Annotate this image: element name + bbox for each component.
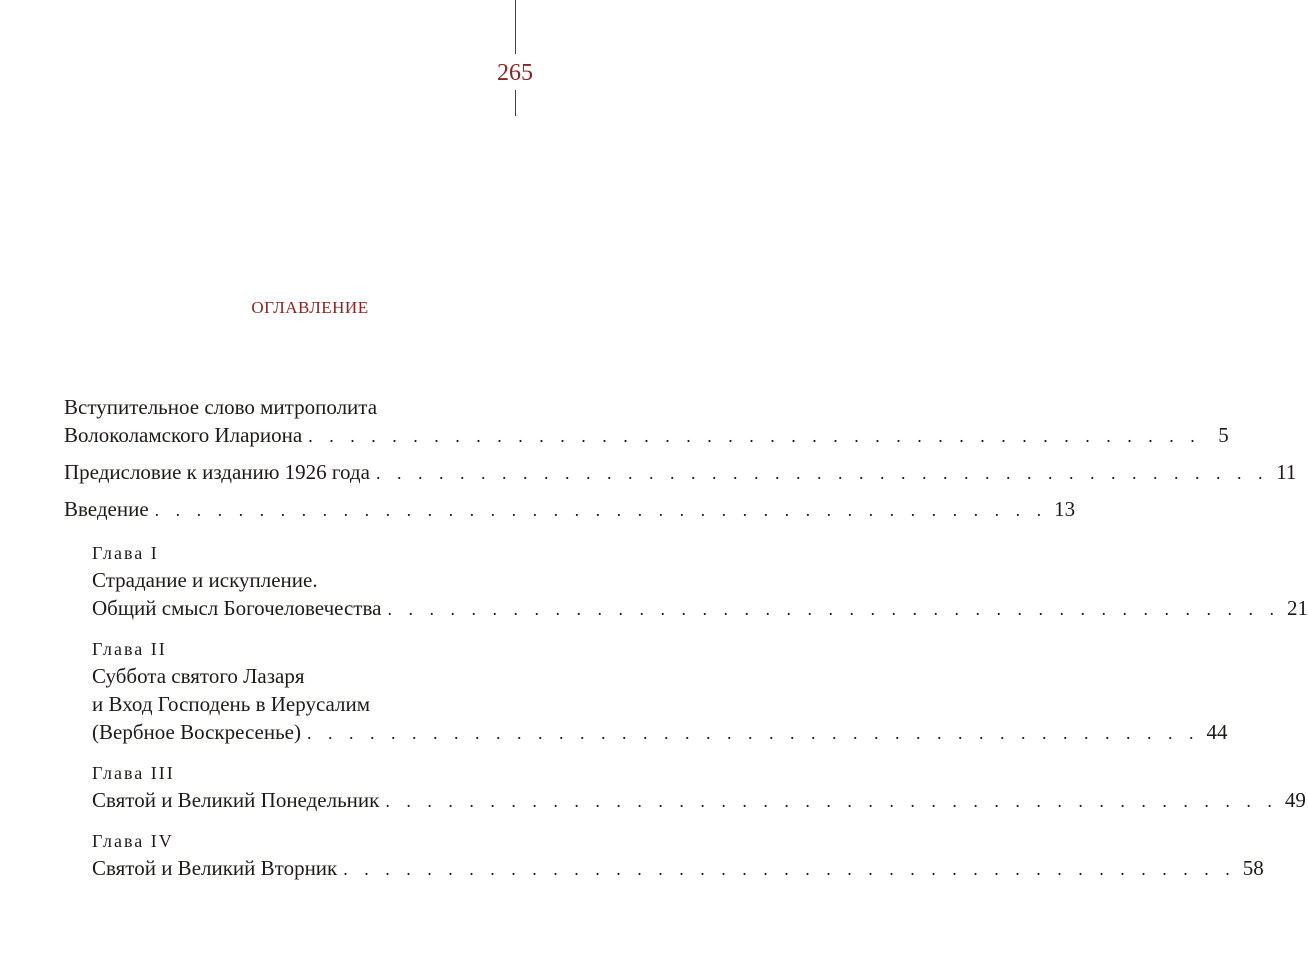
top-rule [515,0,516,54]
dot-leader: . . . . . . . . . . . . . . . . . . . . . . . . . . . . . . . . . . . . . . . . . . . [154,500,1048,520]
toc-chapter-4[interactable] [92,828,1264,883]
entry-title-line: Вступительное слово митрополита [64,395,378,419]
chapter-list [92,540,1308,883]
dot-leader: . . . . . . . . . . . . . . . . . . . . . . . . . . . . . . . . . . . . . . . . . . . [308,426,1201,446]
entry-title-line: и Вход Господень в Иерусалим [92,692,371,716]
chapter-label: Глава III [92,763,175,783]
toc-chapter-3[interactable] [92,760,1306,815]
dot-leader: . . . . . . . . . . . . . . . . . . . . . . . . . . . . . . . . . . . . . . . . . . . [385,791,1278,811]
entry-title-line: Святой и Великий Понедельник [92,788,380,812]
dot-leader: . . . . . . . . . . . . . . . . . . . . . . . . . . . . . . . . . . . . . . . . . . . [343,859,1236,879]
entry-page-number: 11 [1276,460,1297,484]
entry-title-line: Введение [64,497,149,521]
table-of-contents [64,393,1308,896]
entry-title-line: Святой и Великий Вторник [92,856,338,880]
entry-page-number: 58 [1242,856,1264,880]
bottom-rule [515,90,516,116]
entry-title-line: (Вербное Воскресенье) [92,720,301,744]
toc-chapter-2[interactable] [92,636,1228,747]
toc-heading: ОГЛАВЛЕНИЕ [251,298,369,317]
entry-title-line: Страдание и искупление. [92,568,318,592]
entry-page-number: 44 [1206,720,1228,744]
entry-page-number: 13 [1054,497,1076,521]
entry-page-number: 5 [1218,423,1229,447]
page-number: 265 [497,60,533,86]
entry-title-line: Предисловие к изданию 1926 года [64,460,370,484]
toc-entry-foreword[interactable] [64,393,1229,450]
entry-page-number: 49 [1284,788,1306,812]
entry-title-line: Суббота святого Лазаря [92,664,305,688]
toc-entry-introduction[interactable] [64,495,1076,524]
entry-title-line: Общий смысл Богочеловечества [92,596,382,620]
dot-leader: . . . . . . . . . . . . . . . . . . . . . . . . . . . . . . . . . . . . . . . . . . . [375,463,1269,483]
entry-page-number: 21 [1286,596,1308,620]
chapter-label: Глава II [92,639,167,659]
chapter-label: Глава I [92,543,159,563]
dot-leader: . . . . . . . . . . . . . . . . . . . . . . . . . . . . . . . . . . . . . . . . . . . [387,599,1280,619]
toc-chapter-1[interactable] [92,540,1308,623]
entry-title-line: Волоколамского Илариона [64,423,303,447]
dot-leader: . . . . . . . . . . . . . . . . . . . . . . . . . . . . . . . . . . . . . . . . . . . [307,723,1200,743]
chapter-label: Глава IV [92,831,174,851]
toc-entry-preface[interactable] [64,458,1297,487]
